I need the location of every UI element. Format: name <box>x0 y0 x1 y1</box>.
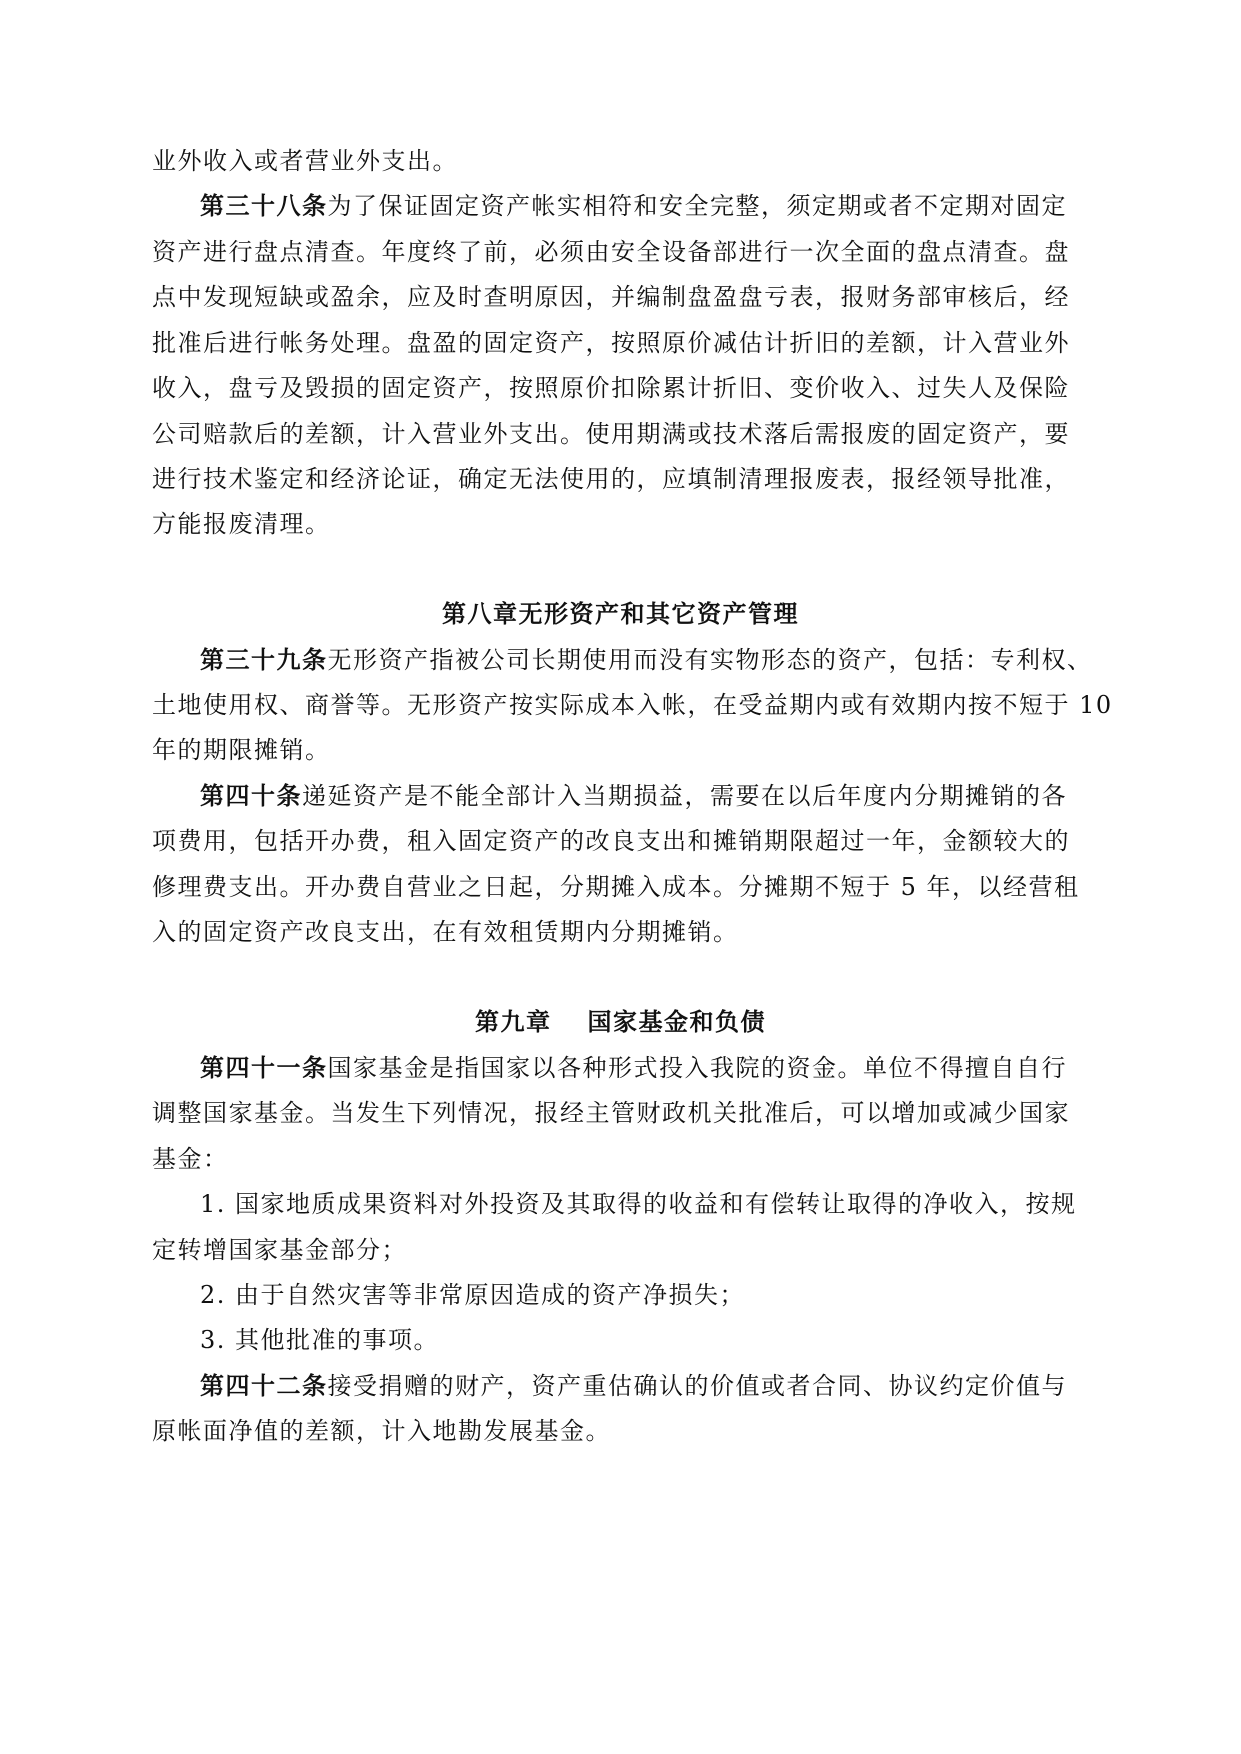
article-42-text: 接受捐赠的财产，资产重估确认的价值或者合同、协议约定价值与 <box>327 1372 1067 1400</box>
article-39-line: 年的期限摊销。 <box>152 736 331 764</box>
article-39-line: 土地使用权、商誉等。无形资产按实际成本入帐，在受益期内或有效期内按不短于 10 <box>152 691 1113 719</box>
article-41-line: 调整国家基金。当发生下列情况，报经主管财政机关批准后，可以增加或减少国家 <box>152 1099 1070 1127</box>
chapter-9-title: 国家基金和负债 <box>587 1008 766 1036</box>
list-item-1: 1. 国家地质成果资料对外投资及其取得的收益和有偿转让取得的净收入，按规 <box>200 1190 1077 1218</box>
article-41-line: 基金： <box>152 1145 229 1173</box>
chapter-8-heading: 第八章无形资产和其它资产管理 <box>442 600 799 628</box>
chapter-9-heading <box>0 1002 1241 1037</box>
article-41-line <box>200 1048 1067 1083</box>
article-39-line <box>200 640 1093 675</box>
article-38-label: 第三十八条 <box>200 192 328 220</box>
article-38-line: 方能报废清理。 <box>152 510 331 538</box>
article-40-line: 修理费支出。开办费自营业之日起，分期摊入成本。分摊期不短于 5 年，以经营租 <box>152 873 1080 901</box>
article-40-label: 第四十条 <box>200 782 302 810</box>
article-40-text: 递延资产是不能全部计入当期损益，需要在以后年度内分期摊销的各 <box>302 782 1067 810</box>
list-item-2: 2. 由于自然灾害等非常原因造成的资产净损失； <box>200 1281 746 1309</box>
article-41-label: 第四十一条 <box>200 1054 328 1082</box>
article-41-text: 国家基金是指国家以各种形式投入我院的资金。单位不得擅自自行 <box>327 1054 1067 1082</box>
article-39-label: 第三十九条 <box>200 646 328 674</box>
article-38-line: 进行技术鉴定和经济论证，确定无法使用的，应填制清理报废表，报经领导批准， <box>152 465 1070 493</box>
paragraph-continuation: 业外收入或者营业外支出。 <box>152 147 458 175</box>
article-38-line: 收入，盘亏及毁损的固定资产，按照原价扣除累计折旧、变价收入、过失人及保险 <box>152 374 1070 402</box>
article-40-line <box>200 776 1067 811</box>
article-42-line: 原帐面净值的差额，计入地勘发展基金。 <box>152 1417 611 1445</box>
article-38-line: 公司赔款后的差额，计入营业外支出。使用期满或技术落后需报废的固定资产，要 <box>152 420 1070 448</box>
article-38-line: 点中发现短缺或盈余，应及时查明原因，并编制盘盈盘亏表，报财务部审核后，经 <box>152 283 1070 311</box>
article-39-text: 无形资产指被公司长期使用而没有实物形态的资产，包括：专利权、 <box>327 646 1093 674</box>
article-38-text: 为了保证固定资产帐实相符和安全完整，须定期或者不定期对固定 <box>327 192 1067 220</box>
article-38-line: 批准后进行帐务处理。盘盈的固定资产，按照原价减估计折旧的差额，计入营业外 <box>152 329 1070 357</box>
article-38-line: 资产进行盘点清查。年度终了前，必须由安全设备部进行一次全面的盘点清查。盘 <box>152 238 1070 266</box>
article-40-line: 项费用，包括开办费，租入固定资产的改良支出和摊销期限超过一年，金额较大的 <box>152 827 1070 855</box>
article-40-line: 入的固定资产改良支出，在有效租赁期内分期摊销。 <box>152 918 739 946</box>
list-item-1-continuation: 定转增国家基金部分； <box>152 1236 407 1264</box>
article-42-label: 第四十二条 <box>200 1372 328 1400</box>
list-item-3: 3. 其他批准的事项。 <box>200 1326 440 1354</box>
article-42-line <box>200 1366 1067 1401</box>
chapter-9-number: 第九章 <box>475 1008 552 1036</box>
article-38-line <box>200 186 1067 221</box>
